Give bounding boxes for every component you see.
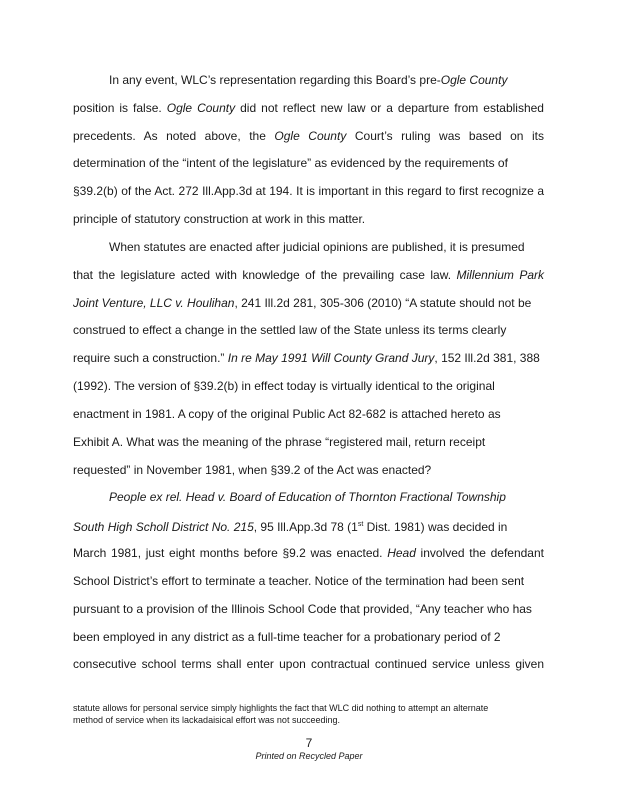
body-line xyxy=(73,545,544,561)
superscript: st xyxy=(357,521,364,528)
body-line: pursuant to a provision of the Illinois School Code that provided, “Any teacher who has xyxy=(73,602,532,616)
case-name: Ogle County xyxy=(166,101,236,115)
text-run: Court’s ruling was based on its xyxy=(354,129,545,143)
body-line xyxy=(73,183,544,199)
footnote-line: statute allows for personal service simply highlights the fact that WLC did nothing to attempt an alternate xyxy=(73,703,489,713)
body-line xyxy=(73,656,544,672)
citation: , 95 Ill.App.3d 78 (1 xyxy=(253,520,358,534)
text-run: precedents. As noted above, the xyxy=(73,129,266,143)
text-run: require such a construction.” xyxy=(73,351,225,365)
body-line: When statutes are enacted after judicial opinions are published, it is presumed xyxy=(109,240,525,254)
case-name: Head xyxy=(387,546,416,560)
text-run: §39.2(b) of the Act. xyxy=(73,184,175,198)
body-line: School District’s effort to terminate a teacher. Notice of the termination had been sent xyxy=(73,574,525,588)
body-line xyxy=(73,267,544,283)
footnote-line: method of service when its lackadaisical effort was not succeeding. xyxy=(73,715,340,725)
citation: , 152 Ill.2d 381, 388 xyxy=(434,351,540,365)
body-line xyxy=(73,350,544,366)
text-run: did not reflect new law or a departure from established xyxy=(240,101,544,115)
body-line: requested” in November 1981, when §39.2 of the Act was enacted? xyxy=(73,463,432,477)
body-line xyxy=(73,295,544,311)
text-run: Dist. 1981) was decided in xyxy=(363,520,508,534)
text-run: consecutive school terms shall enter upon contractual continued service unless xyxy=(73,657,511,671)
case-name: People ex rel. Head v. Board of Education of Thornton Fractional Township xyxy=(109,490,506,504)
text-run: given xyxy=(515,657,544,671)
text-run: involved the defendant xyxy=(420,546,544,560)
body-line xyxy=(73,517,544,535)
body-line: principle of statutory construction at work in this matter. xyxy=(73,212,366,226)
body-line xyxy=(73,489,544,505)
case-name: In re May 1991 Will County Grand Jury xyxy=(227,351,435,365)
printed-on-recycled-paper-note: Printed on Recycled Paper xyxy=(255,751,363,761)
citation: 272 Ill.App.3d at 194. xyxy=(178,184,293,198)
case-name: Millennium Park xyxy=(456,268,544,282)
case-name: Ogle County xyxy=(274,129,347,143)
body-line: construed to effect a change in the settled law of the State unless its terms clearly xyxy=(73,323,507,337)
case-name: South High Scholl District No. 215 xyxy=(73,520,254,534)
body-line xyxy=(73,100,544,116)
text-run: that the legislature acted with knowledge of the prevailing case law. xyxy=(73,268,452,282)
text-run: In any event, WLC’s representation regarding this Board’s pre- xyxy=(109,73,441,87)
body-line: determination of the “intent of the legislature” as evidenced by the requirements of xyxy=(73,156,508,170)
body-line xyxy=(73,128,544,144)
text-run: It is important in this regard to first recognize a xyxy=(296,184,545,198)
text-run: March 1981, just eight months before §9.2 was enacted. xyxy=(73,546,383,560)
body-line: enactment in 1981. A copy of the original Public Act 82-682 is attached hereto as xyxy=(73,407,501,421)
body-line xyxy=(73,72,544,88)
case-name: Joint Venture, LLC v. Houlihan xyxy=(73,296,235,310)
body-line: (1992). The version of §39.2(b) in effect today is virtually identical to the original xyxy=(73,379,495,393)
text-run: , 241 Ill.2d 281, 305-306 (2010) “A statute should not be xyxy=(234,296,532,310)
case-name: Ogle County xyxy=(440,73,508,87)
body-line: Exhibit A. What was the meaning of the phrase “registered mail, return receipt xyxy=(73,435,486,449)
text-run: position is false. xyxy=(73,101,162,115)
page-number: 7 xyxy=(305,736,313,750)
body-line: been employed in any district as a full-time teacher for a probationary period of 2 xyxy=(73,630,501,644)
